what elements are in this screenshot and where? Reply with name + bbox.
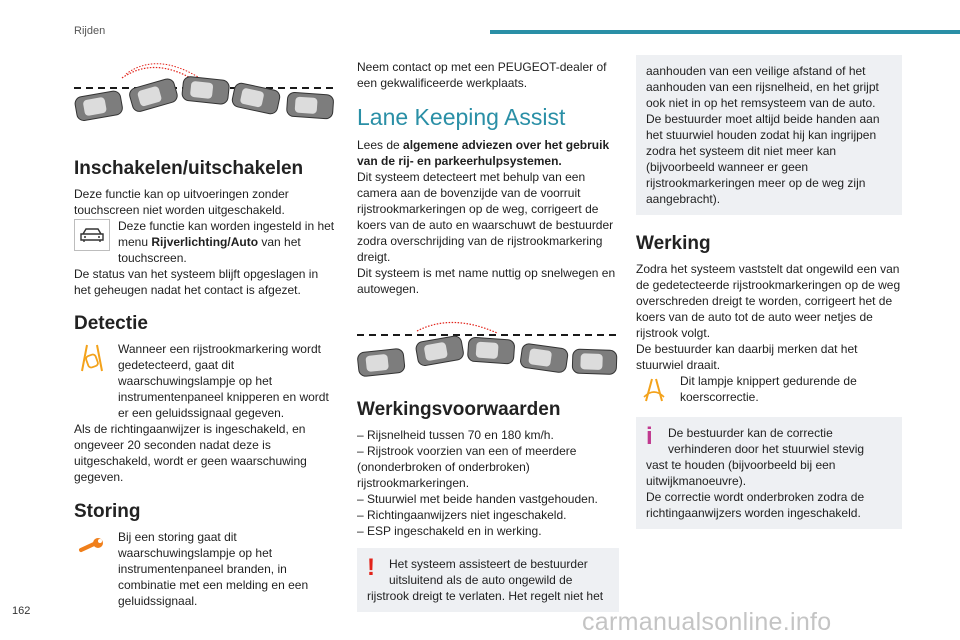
info-box [636, 417, 902, 529]
menu-name: Rijverlichting/Auto [151, 235, 259, 249]
lane-departure-warning-icon [74, 342, 110, 374]
page-number: 162 [12, 605, 31, 617]
text: Deze functie kan worden ingesteld in het menu [118, 219, 335, 249]
paragraph: Dit systeem is met name nuttig op snelwegen en autowegen. [357, 266, 616, 296]
info-icon: i [646, 423, 653, 450]
section-heading-enable: Inschakelen/uitschakelen [74, 158, 304, 179]
icon-paragraph [74, 341, 336, 421]
warning-box [357, 548, 619, 612]
paragraph: Als de richtingaanwijzer is ingeschakeld, en ongeveer 20 seconden nadat deze is uitgeschakeld, wordt er geen waarschuwing gegeven. [74, 422, 307, 484]
header-accent-bar [490, 30, 960, 34]
conditions-list [357, 427, 619, 539]
list-item: – Rijsnelheid tussen 70 en 180 km/h. [357, 428, 554, 442]
column-left [74, 50, 336, 609]
paragraph: Deze functie kan op uitvoeringen zonder touchscreen niet worden uitgeschakeld. [74, 187, 289, 217]
column-middle [357, 59, 619, 612]
info-text: De bestuurder kan de correctie verhinderen door het stuurwiel stevig [668, 426, 865, 456]
text: Bij een storing gaat dit waarschuwingslampje op het instrumentenpaneel branden, in combinatie met een melding en een geluidssignaal. [118, 530, 309, 608]
running-header: Rijden [74, 25, 106, 37]
paragraph: De bestuurder kan daarbij merken dat het stuurwiel draait. [636, 342, 858, 372]
paragraph: Dit systeem detecteert met behulp van een camera aan de bovenzijde van de voorruit rijstrookmarkeringen op de weg, corrigeert de koers van de auto en waarschuwt de bestuurder zodra overschrijding van de rijstrookmarkering dreigt. [357, 170, 614, 264]
column-right [636, 55, 902, 529]
info-text: vast te houden (bijvoorbeeld bij een uitwijkmanoeuvre). [646, 458, 836, 488]
car-lane-illustration [74, 50, 336, 136]
list-item: – Stuurwiel met beide handen vastgehouden. [357, 492, 598, 506]
text: van het touchscreen. [118, 235, 301, 265]
icon-paragraph [74, 529, 336, 609]
bold-text: algemene adviezen over het gebruik van de rij- en parkeerhulpsystemen. [357, 138, 610, 168]
watermark: carmanualsonline.info [582, 608, 832, 636]
text: Dit lampje knippert gedurende de koerscorrectie. [680, 374, 857, 404]
chapter-title: Lane Keeping Assist [357, 104, 566, 130]
car-lane-illustration [357, 317, 619, 387]
section-heading-operation: Werking [636, 233, 711, 254]
warning-box-continued [636, 55, 902, 215]
warning-text: Het systeem assisteert de bestuurder uitsluitend als de auto ongewild de [389, 557, 588, 587]
warning-text: aanhouden van een veilige afstand of het aanhouden van een rijsnelheid, en het grijpt ook niet in op het remsysteem van de auto. De bestuurder moet altijd beide handen aan het stuurwiel houden zodat hij kan ingrijpen zodra het systeem dit niet meer kan (bijvoorbeeld wanneer er geen rijstrookmarkeringen meer op de weg zijn aangebracht). [646, 64, 880, 206]
warning-text: rijstrook dreigt te verlaten. Het regelt niet het [367, 589, 604, 603]
wrench-icon [74, 530, 110, 562]
paragraph: De status van het systeem blijft opgeslagen in het geheugen nadat het contact is afgezet. [74, 267, 319, 297]
section-heading-detect: Detectie [74, 313, 148, 334]
list-item: – ESP ingeschakeld en in werking. [357, 524, 542, 538]
exclamation-icon: ! [367, 554, 375, 581]
paragraph [357, 137, 619, 169]
car-front-icon [74, 219, 110, 251]
icon-paragraph [74, 218, 336, 266]
lane-keeping-icon [636, 374, 672, 406]
info-text: De correctie wordt onderbroken zodra de richtingaanwijzers worden ingeschakeld. [646, 490, 865, 520]
paragraph: Zodra het systeem vaststelt dat ongewild een van de gedetecteerde rijstrookmarkeringen op de weg overschreden dreigt te worden, corrigeert het de koers van de auto tot de auto weer netjes de rijstrook volgt. [636, 262, 901, 340]
text: Wanneer een rijstrookmarkering wordt gedetecteerd, gaat dit waarschuwingslampje op het instrumentenpaneel knipperen en wordt er een geluidssignaal gegeven. [118, 342, 329, 420]
list-item: – Richtingaanwijzers niet ingeschakeld. [357, 508, 567, 522]
paragraph: Neem contact op met een PEUGEOT-dealer of een gekwalificeerde werkplaats. [357, 60, 607, 90]
icon-paragraph [636, 373, 902, 407]
section-heading-fault: Storing [74, 501, 141, 522]
text: Lees de [357, 138, 404, 152]
list-item: – Rijstrook voorzien van een of meerdere (ononderbroken of onderbroken) rijstrookmarkeringen. [357, 444, 577, 490]
section-heading-conditions: Werkingsvoorwaarden [357, 399, 561, 420]
